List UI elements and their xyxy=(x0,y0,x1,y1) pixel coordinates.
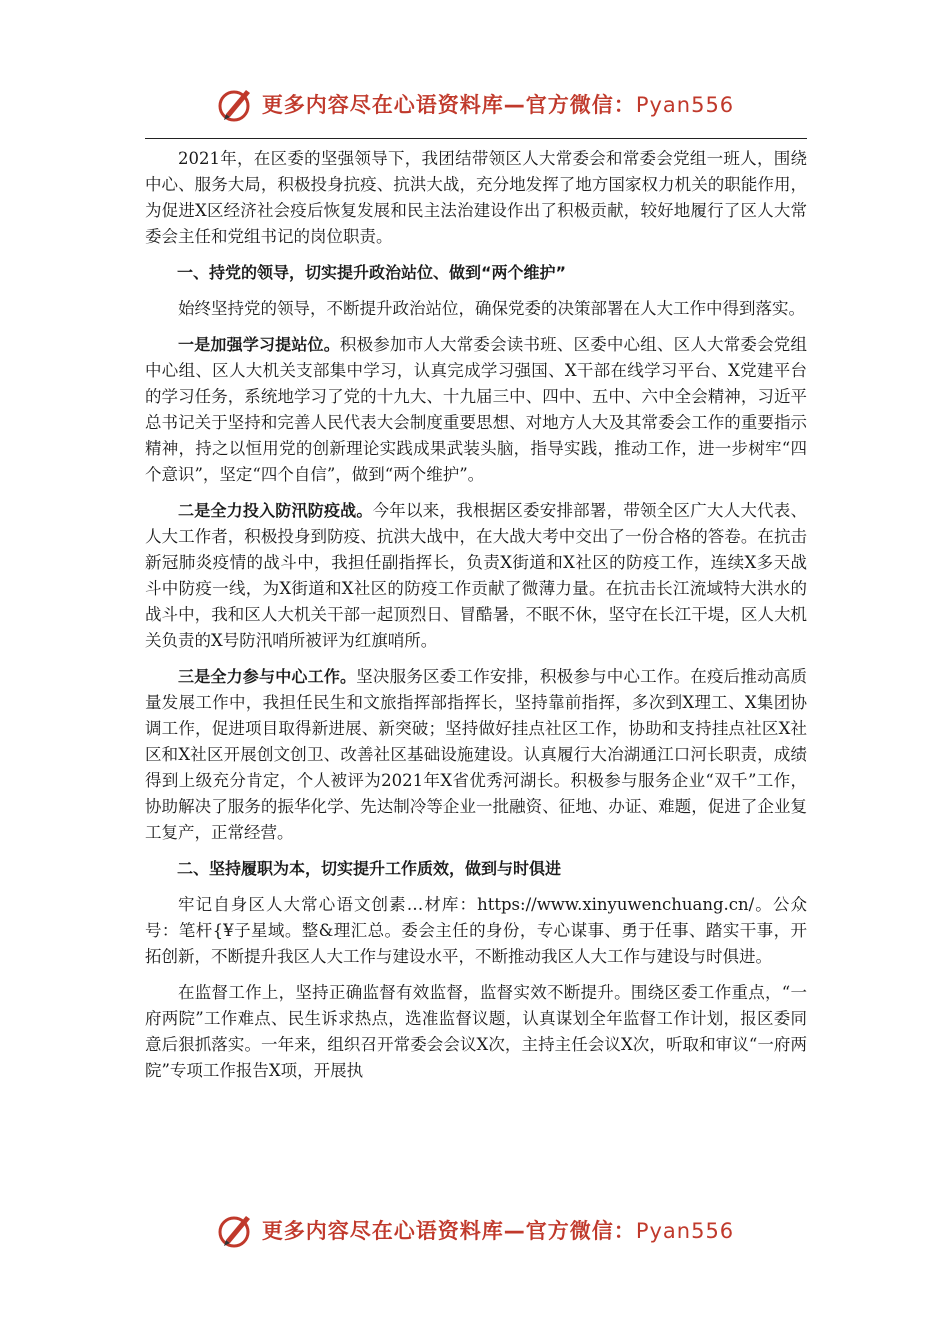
section-heading: 一、持党的领导，切实提升政治站位、做到“两个维护” xyxy=(177,263,567,282)
paragraph-text: 积极参加市人大常委会读书班、区委中心组、区人大常委会党组中心组、区人大机关支部集中学习，认真完成学习强国、X干部在线学习平台、X党建平台的学习任务，系统地学习了党的十九大、十九届三中、四中、五中、六中全会精神，习近平总书记关于坚持和完善人民代表大会制度重要思想、对地方人大及其常委会工作的重要指示精神，持之以恒用党的创新理论实践成果武装头脑，指导实践，推动工作，进一步树牢“四个意识”，坚定“四个自信”，做到“两个维护”。 xyxy=(145,335,807,484)
paragraph-text: 2021年，在区委的坚强领导下，我团结带领区人大常委会和常委会党组一班人，围绕中心、服务大局，积极投身抗疫、抗洪大战，充分地发挥了地方国家权力机关的职能作用，为促进X区经济社会疫后恢复发展和民主法治建设作出了积极贡献，较好地履行了区人大常委会主任和党组书记的岗位职责。 xyxy=(145,149,807,246)
section-heading: 二、坚持履职为本，切实提升工作质效，做到与时俱进 xyxy=(177,859,562,878)
body-paragraph xyxy=(145,980,807,1084)
banner-text: 更多内容尽在心语资料库—官方微信：Pyan556 xyxy=(261,93,735,117)
body-paragraph xyxy=(145,892,807,970)
paragraph-text: 在监督工作上，坚持正确监督有效监督，监督实效不断提升。围绕区委工作重点，“一府两院”工作难点、民生诉求热点，选准监督议题，认真谋划全年监督工作计划，报区委同意后狠抓落实。一年来，组织召开常委会会议X次，主持主任会议X次，听取和审议“一府两院”专项工作报告X项，开展执 xyxy=(145,983,807,1080)
footer-banner xyxy=(0,1210,950,1250)
paragraph-text: 坚决服务区委工作安排，积极参与中心工作。在疫后推动高质量发展工作中，我担任民生和文旅指挥部指挥长，坚持靠前指挥，多次到X理工、X集团协调工作，促进项目取得新进展、新突破；坚持做好挂点社区工作，协助和支持挂点社区X社区和X社区开展创文创卫、改善社区基础设施建设。认真履行大冶湖通江口河长职责，成绩得到上级充分肯定，个人被评为2021年X省优秀河湖长。积极参与服务企业“双千”工作，协助解决了服务的振华化学、先达制冷等企业一批融资、征地、办证、难题，促进了企业复工复产，正常经营。 xyxy=(145,667,807,842)
banner-text: 更多内容尽在心语资料库—官方微信：Pyan556 xyxy=(261,1219,735,1243)
pen-logo-icon xyxy=(216,1210,256,1250)
paragraph-lead: 三是全力参与中心工作。 xyxy=(178,667,357,686)
document-body xyxy=(145,146,807,1094)
body-paragraph xyxy=(145,498,807,654)
wechat-id: Pyan556 xyxy=(635,93,735,117)
body-paragraph xyxy=(145,146,807,250)
wechat-id: Pyan556 xyxy=(635,1219,735,1243)
header-rule xyxy=(145,138,807,139)
body-paragraph xyxy=(145,296,807,322)
paragraph-text: 今年以来，我根据区委安排部署，带领全区广大人大代表、人大工作者，积极投身到防疫、抗洪大战中，在大战大考中交出了一份合格的答卷。在抗击新冠肺炎疫情的战斗中，我担任副指挥长，负责X街道和X社区的防疫工作，连续X多天战斗中防疫一线，为X街道和X社区的防疫工作贡献了微薄力量。在抗击长江流域特大洪水的战斗中，我和区人大机关干部一起顶烈日、冒酷暑，不眠不休，坚守在长江干堤，区人大机关负责的X号防汛哨所被评为红旗哨所。 xyxy=(145,501,807,650)
body-paragraph xyxy=(145,332,807,488)
header-banner xyxy=(0,84,950,124)
paragraph-text: 牢记自身区人大常心语文创素…材库：https://www.xinyuwenchuang.cn/。公众号：笔杆{¥子星域。整&理汇总。委会主任的身份，专心谋事、勇于任事、踏实干事，开拓创新，不断提升我区人大工作与建设水平，不断推动我区人大工作与建设与时俱进。 xyxy=(145,895,807,966)
paragraph-lead: 二是全力投入防汛防疫战。 xyxy=(178,501,373,520)
paragraph-text: 始终坚持党的领导，不断提升政治站位，确保党委的决策部署在人大工作中得到落实。 xyxy=(178,299,805,318)
pen-logo-icon xyxy=(216,84,256,124)
body-paragraph xyxy=(145,664,807,846)
paragraph-lead: 一是加强学习提站位。 xyxy=(178,335,340,354)
